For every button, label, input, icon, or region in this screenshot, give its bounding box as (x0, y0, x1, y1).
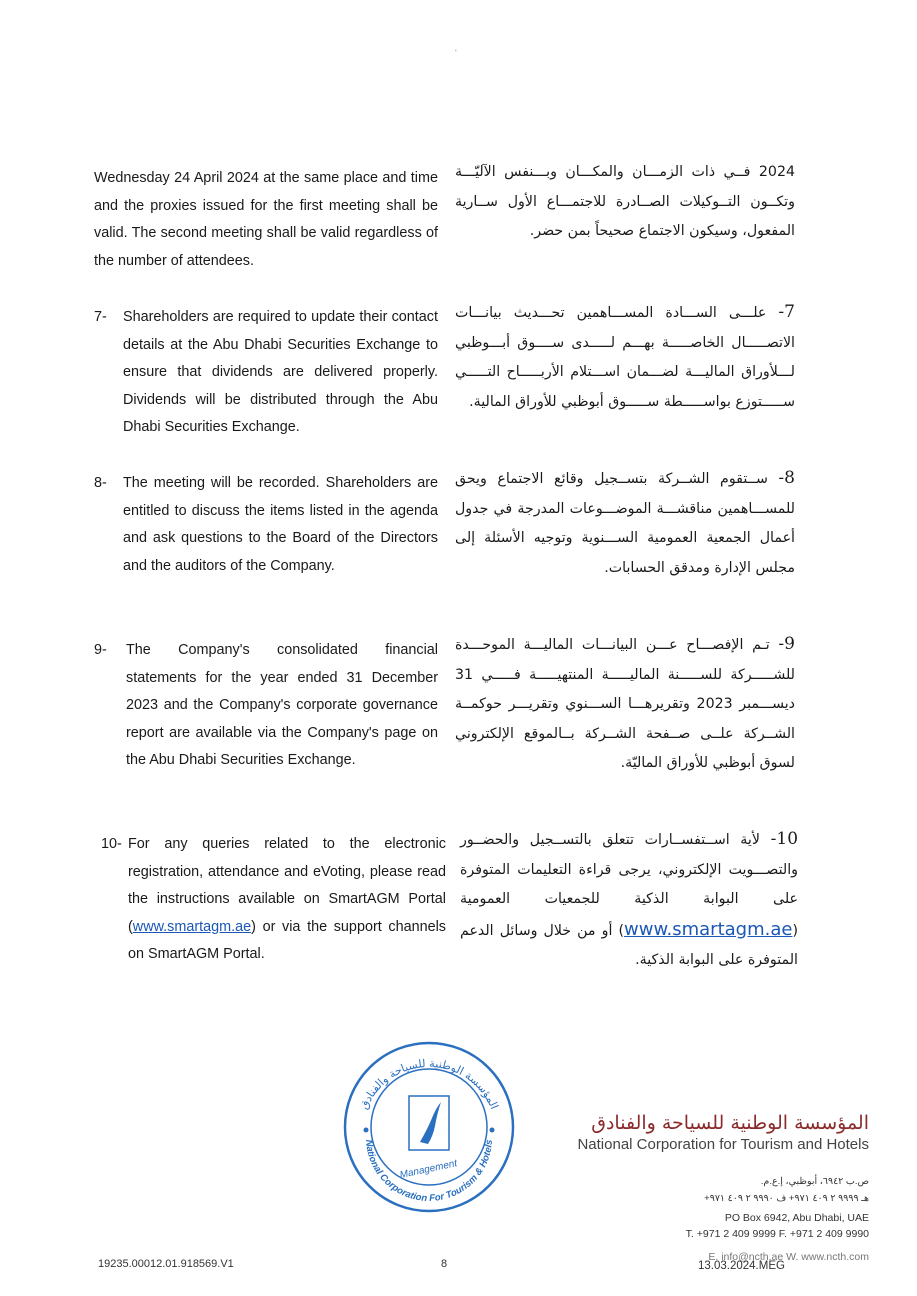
stamp-ring-en: National Corporation For Tourism & Hotels (362, 1139, 496, 1205)
ar-item-8 (455, 464, 795, 583)
en-continuation-paragraph (94, 165, 438, 275)
en-item-10 (101, 831, 446, 969)
ar-text: تـم الإفصـــاح عـــن البيانـــات الماليـــة الموحـــدة للشـــــركة للســـــنة الماليـــــة المنتهيـــــة فـــــي 31 ديســـمبر 2023 وتقريرهـــا الســـنوي وتقريـــر حوكمــة الشــركة علــى صــفحة الشــركة بــالموقع الإلكتروني لسوق أبوظبي للأوراق الماليّة. (455, 637, 795, 771)
item-number: 10- (101, 836, 122, 852)
en-text: Wednesday 24 April 2024 at the same place and time and the proxies issued for the first meeting shall be valid. The second meeting shall be valid regardless of the number of attendees. (94, 170, 438, 269)
ar-text-part: لأية اســتفســارات تتعلق بالتســجيل والحضــور والتصـــويت الإلكتروني، يرجى قراءة التعليمات المتوفرة على البوابة الذكية للجمعيات العمومية ( (460, 832, 798, 939)
ar-item-9 (455, 630, 795, 779)
en-text (128, 831, 446, 969)
address-ar-1: ص.ب ٦٩٤٢، أبوظبي، إ.ع.م. (760, 1176, 869, 1187)
en-item-8 (94, 470, 438, 580)
item-number: 7- (94, 309, 107, 325)
ar-continuation-paragraph (455, 158, 795, 247)
address-en-3: E. info@ncth.ae W. www.ncth.com (708, 1251, 869, 1263)
item-number: 9- (94, 642, 107, 658)
en-item-7 (94, 304, 438, 442)
address-en-1: PO Box 6942, Abu Dhabi, UAE (724, 1212, 869, 1224)
stamp-center-text: Management (398, 1158, 459, 1182)
item-number: 8- (94, 475, 107, 491)
en-text: Shareholders are required to update their contact details at the Abu Dhabi Securities Exchange to ensure that dividends are delivered properly. Dividends will be distributed through the Abu Dhabi Securities Exchange. (123, 309, 438, 435)
en-item-9 (94, 637, 438, 775)
item-number: 9- (778, 634, 795, 654)
company-name-ar: المؤسسة الوطنية للسياحة والفنادق (591, 1112, 869, 1134)
ar-text: 2024 فــي ذات الزمـــان والمكـــان وبـــنفس الآليّـــة وتكــون التــوكيلات الصــادرة للاجتمـــاع الأول ســارية المفعول، وسيكون الاجتماع صحيحاً بمن حضر. (455, 164, 795, 239)
scan-mark: ' (455, 48, 457, 58)
en-text-part: ) or via the support channels on SmartAGM Portal. (128, 918, 446, 962)
ar-item-10 (460, 825, 798, 976)
date-reference: 13.03.2024.MEG (698, 1260, 785, 1272)
company-name-en: National Corporation for Tourism and Hotels (577, 1136, 869, 1153)
item-number: 7- (778, 302, 795, 322)
ar-text: علـــى الســـادة المســـاهمين تحـــديث بيانـــات الاتصـــــال الخاصـــــة بهـــم لـــــدى ســــوق أبـــوظبي لـــلأوراق الماليـــة لضـــمان اســـتلام الأربـــــاح التـــــي ســـــتوزع بواســـــطة ســـــوق أبوظبي للأوراق المالية. (455, 305, 795, 410)
company-stamp (340, 1038, 518, 1216)
stamp-ring-ar: المؤسسة الوطنية للسياحة والفنادق (357, 1056, 501, 1112)
en-text: The meeting will be recorded. Shareholders are entitled to discuss the items listed in the agenda and ask questions to the Board of the Directors and the auditors of the Company. (123, 475, 438, 574)
smartagm-link-ar[interactable]: www.smartagm.ae (624, 918, 793, 940)
page-number: 8 (441, 1258, 448, 1270)
address-en-2: T. +971 2 409 9999 F. +971 2 409 9990 (685, 1228, 869, 1240)
falcon-logo-icon (420, 1102, 441, 1144)
address-ar-2: هـ ٩٩٩٩ ٢ ٤٠٩ ٩٧١+ ف ٩٩٩٠ ٢ ٤٠٩ ٩٧١+ (704, 1193, 869, 1204)
document-reference: 19235.00012.01.918569.V1 (98, 1258, 234, 1270)
stamp-seal (340, 1038, 518, 1216)
en-text: The Company's consolidated financial statements for the year ended 31 December 2023 and the Company's corporate governance report are available via the Company's page on the Abu Dhabi Securities Exchange. (126, 642, 438, 768)
item-number: 8- (778, 468, 795, 488)
en-text-part: For any queries related to the electronic registration, attendance and eVoting, please read the instructions available on SmartAGM Portal ( (128, 836, 446, 935)
letterhead (577, 1112, 869, 1153)
smartagm-link[interactable]: www.smartagm.ae (132, 918, 252, 935)
ar-item-7 (455, 298, 795, 417)
item-number: 10- (770, 829, 799, 849)
stamp-star-left (364, 1128, 369, 1133)
ar-text-part: ) أو من خلال وسائل الدعم المتوفرة على البوابة الذكية. (460, 922, 798, 968)
stamp-star-right (490, 1128, 495, 1133)
ar-text: ســتقوم الشــركة بتســجيل وقائع الاجتماع ويحق للمســـاهمين مناقشـــة الموضـــوعات المدرجة في جدول أعمال الجمعية العمومية الســـنوية وتوجيه الأسئلة إلى مجلس الإدارة ومدقق الحسابات. (455, 471, 795, 576)
